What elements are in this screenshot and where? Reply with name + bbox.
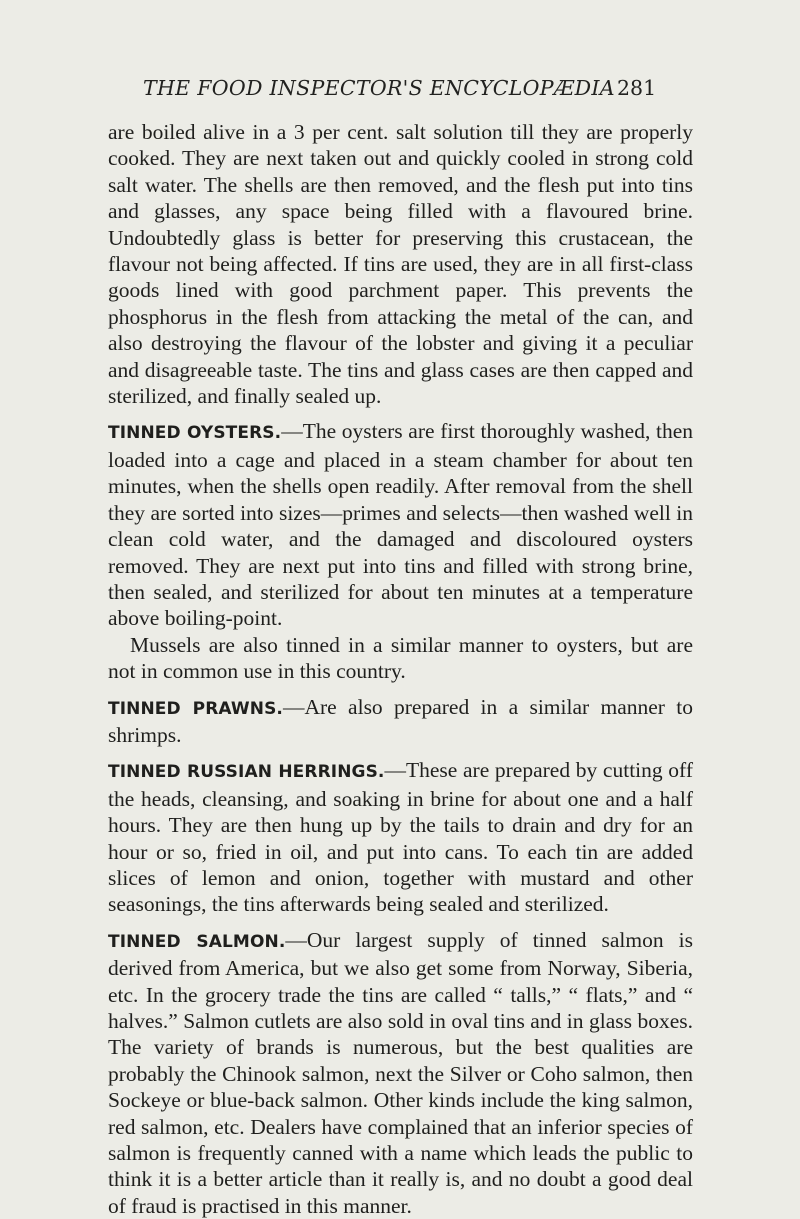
oysters-text: —The oysters are first thoroughly washed, then loaded into a cage and placed in a steam chamber for about ten minutes, when the shells open readily. After removal from the shell they are sorted into sizes—primes and selects—then washed well in clean cold water, and the damaged and discoloured oysters removed. They are next put into tins and filled with strong brine, then sealed, and sterilized for about ten minutes at a temperature above boiling-point. <box>108 419 693 631</box>
herrings-heading: TINNED RUSSIAN HERRINGS. <box>108 762 385 783</box>
oysters-entry <box>108 418 693 631</box>
prawns-entry <box>108 694 693 749</box>
running-head <box>0 76 800 106</box>
prawns-text: —Are also prepared in a similar manner to shrimps. <box>108 694 693 747</box>
salmon-heading: TINNED SALMON. <box>108 931 286 952</box>
prawns-heading: TINNED PRAWNS. <box>108 698 283 719</box>
body-text <box>108 119 693 1219</box>
lobster-paragraph <box>108 119 693 409</box>
salmon-entry <box>108 927 693 1219</box>
salmon-text: —Our largest supply of tinned salmon is derived from America, but we also get some from Norway, Siberia, etc. In the grocery trade the tins are called “ talls,” “ flats,” and “ halves.” Salmon cutlets are also sold in oval tins and in glass boxes. The variety of brands is numerous, but the best qualities are probably the Chinook salmon, next the Silver or Coho salmon, then Sockeye or blue-back salmon. Other kinds include the king salmon, red salmon, etc. Dealers have complained that an inferior species of salmon is frequently canned with a name which leads the public to think it is a better article than it really is, and no doubt a good deal of fraud is practised in this manner. <box>108 927 693 1218</box>
herrings-text: —These are prepared by cutting off the heads, cleansing, and soaking in brine for about one and a half hours. They are then hung up by the tails to drain and dry for an hour or so, fried in oil, and put into cans. To each tin are added slices of lemon and onion, together with mustard and other seasonings, the tins afterwards being sealed and sterilized. <box>108 758 693 917</box>
running-title: THE FOOD INSPECTOR'S ENCYCLOPÆDIA <box>143 76 615 100</box>
lobster-text: are boiled alive in a 3 per cent. salt solution till they are properly cooked. They are next taken out and quickly cooled in strong cold salt water. The shells are then removed, and the flesh put into tins and glasses, any space being filled with a flavoured brine. Undoubtedly glass is better for preserving this crustacean, the flavour not being affected. If tins are used, they are in all first-class goods lined with good parchment paper. This prevents the phosphorus in the flesh from attacking the metal of the can, and also destroying the flavour of the lobster and giving it a peculiar and disagreeable taste. The tins and glass cases are then capped and sterilized, and finally sealed up. <box>108 120 693 409</box>
mussels-paragraph <box>108 632 693 685</box>
page-number: 281 <box>617 76 657 100</box>
herrings-entry <box>108 757 693 917</box>
oysters-heading: TINNED OYSTERS. <box>108 423 282 444</box>
mussels-text: Mussels are also tinned in a similar manner to oysters, but are not in common use in this country. <box>108 632 693 684</box>
